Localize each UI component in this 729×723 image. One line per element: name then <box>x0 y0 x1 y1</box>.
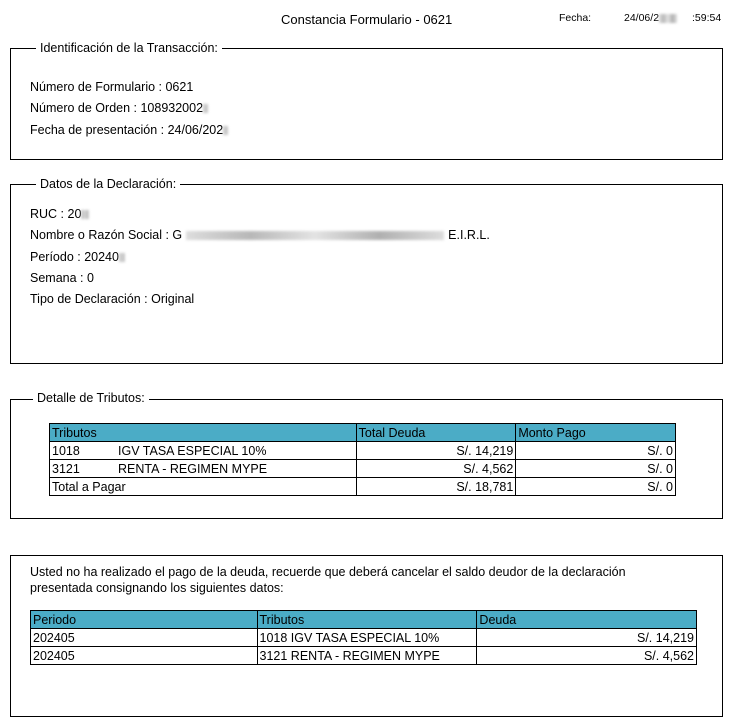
total-deuda: S/. 18,781 <box>356 478 516 496</box>
razon-suffix: E.I.R.L. <box>448 228 490 242</box>
periodo <box>30 250 125 264</box>
fecha-date: 24/06/2 <box>624 12 660 24</box>
table-header-row <box>50 424 676 442</box>
tributo-code: 3121 <box>52 461 80 476</box>
tipo-declaracion: Tipo de Declaración : Original <box>30 292 195 306</box>
fecha-label: Fecha: <box>559 12 592 24</box>
redacted-mark <box>81 210 89 219</box>
aviso-table <box>30 610 697 665</box>
deuda-cell: S/. 4,562 <box>356 460 516 478</box>
aviso-line-1: Usted no ha realizado el pago de la deuda, recuerde que deberá cancelar el saldo deudor de la declaración <box>30 565 626 579</box>
razon-prefix: Nombre o Razón Social : G <box>30 228 183 242</box>
header-total-deuda: Total Deuda <box>356 424 516 442</box>
redacted-mark <box>119 253 125 262</box>
deuda-cell: S/. 14,219 <box>477 629 697 647</box>
deuda-cell: S/. 4,562 <box>477 647 697 665</box>
table-row <box>50 442 676 460</box>
redacted-mark <box>659 14 677 23</box>
tributo-cell: 3121 RENTA - REGIMEN MYPE <box>257 647 477 665</box>
deuda-cell: S/. 14,219 <box>356 442 516 460</box>
tributo-name: RENTA - REGIMEN MYPE <box>118 461 268 476</box>
periodo-cell: 202405 <box>31 629 258 647</box>
tributos-legend: Detalle de Tributos: <box>33 391 149 405</box>
periodo-text: Período : 20240 <box>30 250 119 264</box>
total-row <box>50 478 676 496</box>
table-row <box>50 460 676 478</box>
semana: Semana : 0 <box>30 271 94 285</box>
total-label: Total a Pagar <box>50 478 357 496</box>
tributo-code: 1018 <box>52 443 80 458</box>
ruc <box>30 207 89 221</box>
tributo-name: IGV TASA ESPECIAL 10% <box>118 443 267 458</box>
table-row <box>31 629 697 647</box>
declaracion-box <box>10 184 723 364</box>
aviso-line-2: presentada consignando los siguientes datos: <box>30 581 284 595</box>
periodo-cell: 202405 <box>31 647 258 665</box>
fecha-presentacion-text: Fecha de presentación : 24/06/202 <box>30 123 224 137</box>
table-row <box>31 647 697 665</box>
pago-cell: S/. 0 <box>516 460 676 478</box>
fecha-value <box>624 12 677 24</box>
header-periodo: Periodo <box>31 611 258 629</box>
tributo-cell: 1018 IGV TASA ESPECIAL 10% <box>257 629 477 647</box>
redacted-mark <box>223 126 228 135</box>
numero-orden <box>30 101 208 115</box>
total-pago: S/. 0 <box>516 478 676 496</box>
tributo-cell <box>50 460 357 478</box>
tributos-table <box>49 423 676 496</box>
transaccion-legend: Identificación de la Transacción: <box>36 41 222 55</box>
header-deuda: Deuda <box>477 611 697 629</box>
declaracion-legend: Datos de la Declaración: <box>36 177 180 191</box>
numero-formulario: Número de Formulario : 0621 <box>30 80 194 94</box>
razon-social <box>30 228 490 242</box>
tributo-cell <box>50 442 357 460</box>
header-tributos: Tributos <box>257 611 477 629</box>
page-title: Constancia Formulario - 0621 <box>281 12 453 27</box>
fecha-presentacion <box>30 123 228 137</box>
numero-orden-text: Número de Orden : 108932002 <box>30 101 204 115</box>
time-value: :59:54 <box>692 12 722 24</box>
table-header-row <box>31 611 697 629</box>
header-monto-pago: Monto Pago <box>516 424 676 442</box>
ruc-text: RUC : 20 <box>30 207 82 221</box>
redacted-mark <box>186 231 444 240</box>
redacted-mark <box>203 104 208 113</box>
pago-cell: S/. 0 <box>516 442 676 460</box>
header-tributos: Tributos <box>50 424 357 442</box>
